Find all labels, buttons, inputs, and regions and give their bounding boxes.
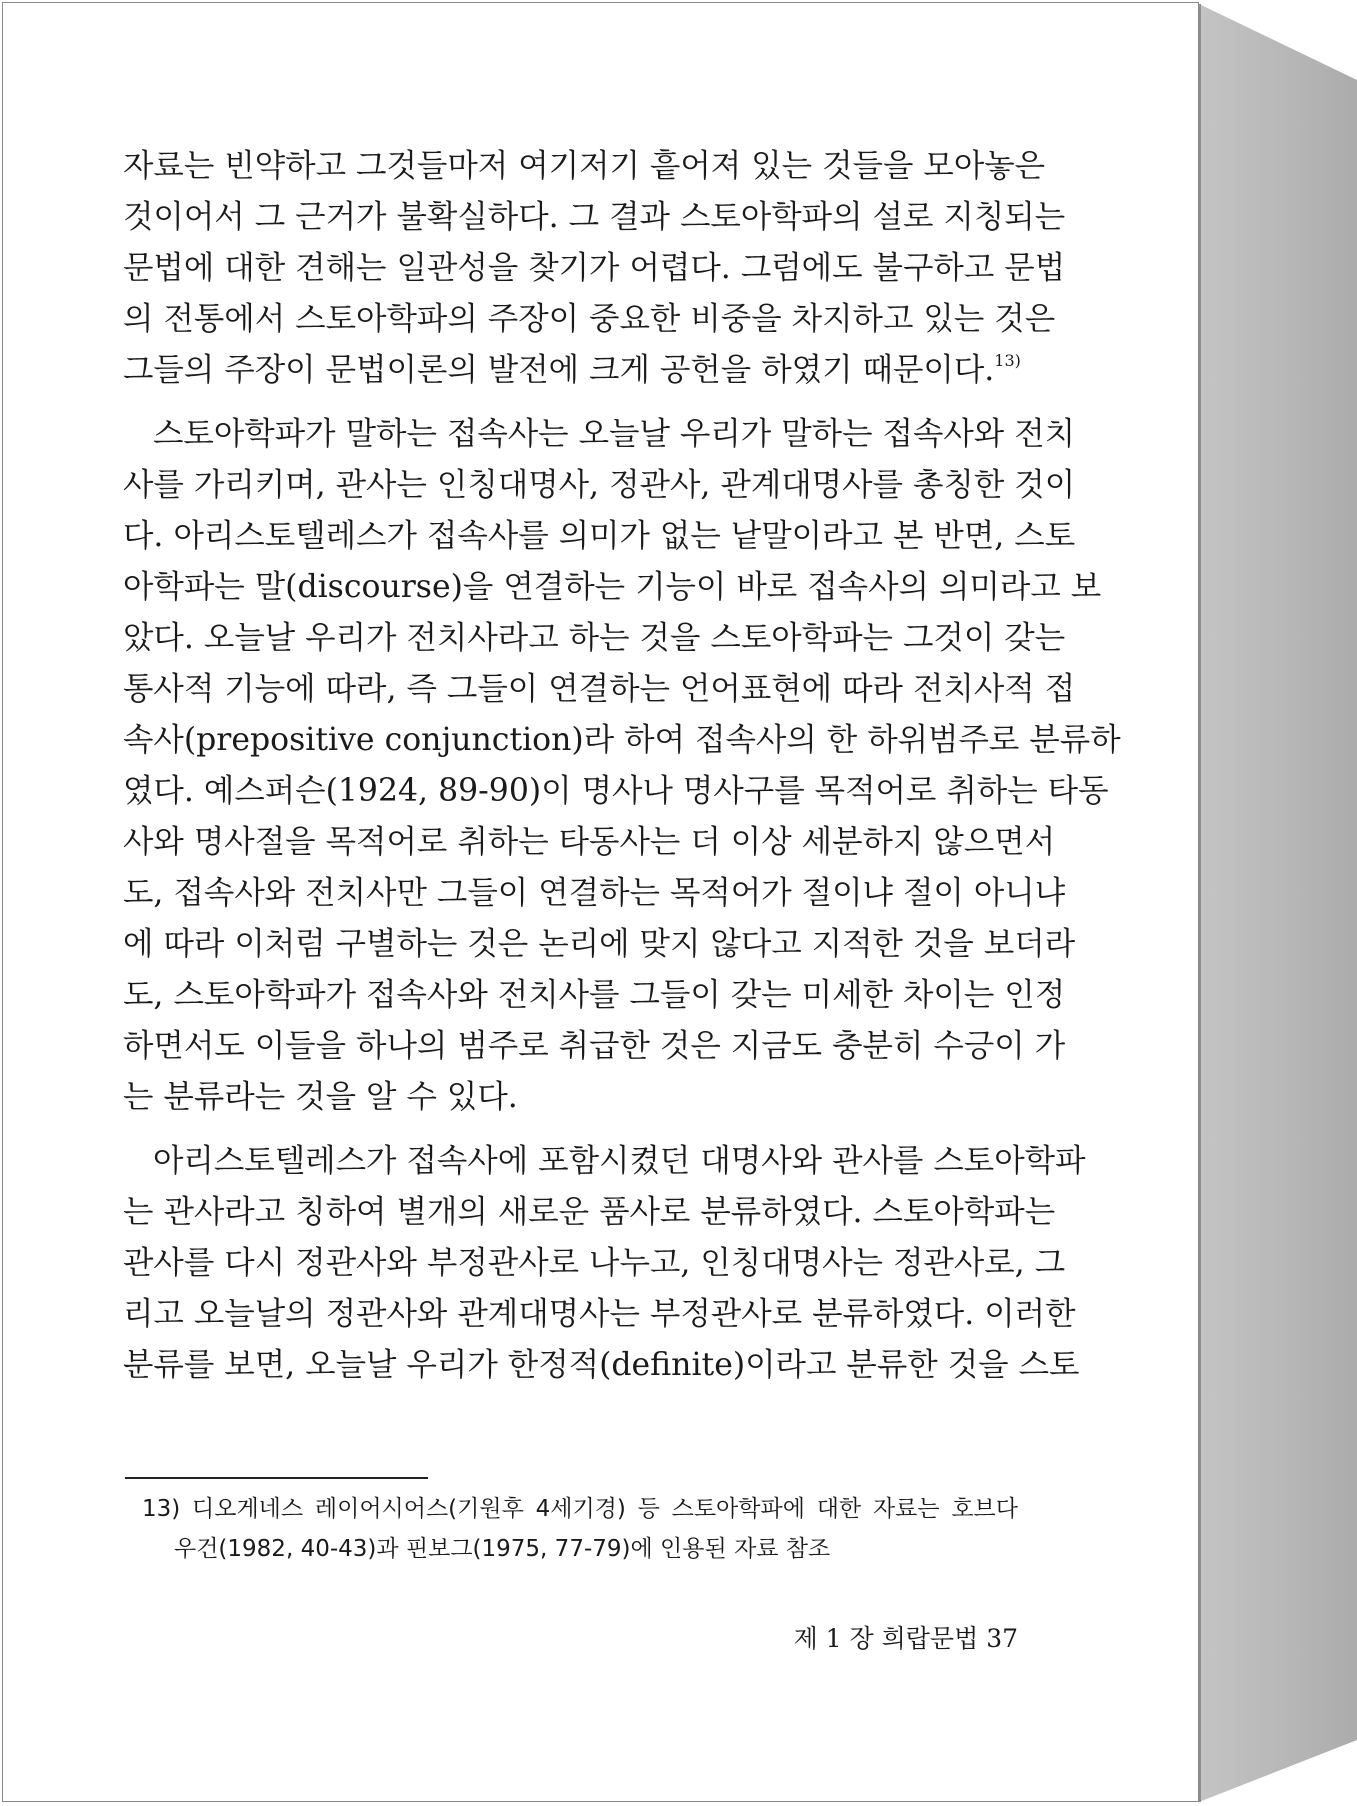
footnote-13 (142, 1489, 1018, 1569)
text-line: 는 분류라는 것을 알 수 있다. (123, 1079, 518, 1115)
text-line: 관사를 다시 정관사와 부정관사로 나누고, 인칭대명사는 정관사로, 그 (123, 1245, 1066, 1281)
text-line: 스토아학파가 말하는 접속사는 오늘날 우리가 말하는 접속사와 전치 (153, 416, 1076, 452)
text-line: 도, 접속사와 전치사만 그들이 연결하는 목적어가 절이냐 절이 아니냐 (123, 875, 1066, 911)
footnote-line: 우건(1982, 40-43)과 핀보그(1975, 77-79)에 인용된 자료 참조 (174, 1536, 831, 1562)
text-line: 하면서도 이들을 하나의 범주로 취급한 것은 지금도 충분히 수긍이 가 (123, 1028, 1066, 1064)
text-line: 의 전통에서 스토아학파의 주장이 중요한 비중을 차지하고 있는 것은 (123, 301, 1056, 337)
text-line: 문법에 대한 견해는 일관성을 찾기가 어렵다. 그럼에도 불구하고 문법 (123, 250, 1066, 286)
text-line: 것이어서 그 근거가 불확실하다. 그 결과 스토아학파의 설로 지칭되는 (123, 199, 1066, 235)
text-line: 도, 스토아학파가 접속사와 전치사를 그들이 갖는 미세한 차이는 인정 (123, 977, 1066, 1013)
text-line: 아학파는 말(discourse)을 연결하는 기능이 바로 접속사의 의미라고 보 (123, 569, 1102, 605)
text-line-content: 그들의 주장이 문법이론의 발전에 크게 공헌을 하였기 때문이다. (123, 352, 995, 388)
paragraph-spacer (123, 1123, 1018, 1136)
text-line: 였다. 예스퍼슨(1924, 89-90)이 명사나 명사구를 목적어로 취하는 타동 (123, 773, 1109, 809)
running-footer (743, 1619, 1018, 1659)
paragraph-spacer (123, 396, 1018, 409)
text-line: 았다. 오늘날 우리가 전치사라고 하는 것을 스토아학파는 그것이 갖는 (123, 620, 1066, 656)
text-line (123, 345, 1021, 396)
text-line: 는 관사라고 칭하여 별개의 새로운 품사로 분류하였다. 스토아학파는 (123, 1194, 1056, 1230)
page-spine-line (1199, 4, 1201, 1802)
footnote-reference: 13) (994, 351, 1021, 370)
text-line: 리고 오늘날의 정관사와 관계대명사는 부정관사로 분류하였다. 이러한 (123, 1296, 1076, 1332)
book-page (2, 2, 1199, 1802)
footnote-line: 13) 디오게네스 레이어시어스(기원후 4세기경) 등 스토아학파에 대한 자료는 호브다 (142, 1496, 1018, 1522)
text-line: 에 따라 이처럼 구별하는 것은 논리에 맞지 않다고 지적한 것을 보더라 (123, 926, 1076, 962)
paragraph-3 (123, 1136, 1086, 1391)
text-line: 통사적 기능에 따라, 즉 그들이 연결하는 언어표현에 따라 전치사적 접 (123, 671, 1076, 707)
text-line: 속사(prepositive conjunction)라 하여 접속사의 한 하위범주로 분류하 (123, 722, 1121, 758)
paragraph-1 (123, 141, 1066, 396)
text-line: 사와 명사절을 목적어로 취하는 타동사는 더 이상 세분하지 않으면서 (123, 824, 1056, 860)
body-text (123, 141, 1121, 1391)
page-number: 37 (986, 1624, 1018, 1653)
text-line: 사를 가리키며, 관사는 인칭대명사, 정관사, 관계대명사를 총칭한 것이 (123, 467, 1076, 503)
page-stack-edge (1199, 0, 1357, 1806)
text-line: 분류를 보면, 오늘날 우리가 한정적(definite)이라고 분류한 것을 스토 (123, 1347, 1080, 1383)
footnote-divider (125, 1477, 428, 1479)
text-line: 아리스토텔레스가 접속사에 포함시켰던 대명사와 관사를 스토아학파 (153, 1143, 1086, 1179)
text-line: 다. 아리스토텔레스가 접속사를 의미가 없는 낱말이라고 본 반면, 스토 (123, 518, 1076, 554)
text-line: 자료는 빈약하고 그것들마저 여기저기 흩어져 있는 것들을 모아놓은 (123, 148, 1046, 184)
chapter-title: 제 1 장 희랍문법 (793, 1624, 979, 1653)
paragraph-2 (123, 409, 1121, 1123)
